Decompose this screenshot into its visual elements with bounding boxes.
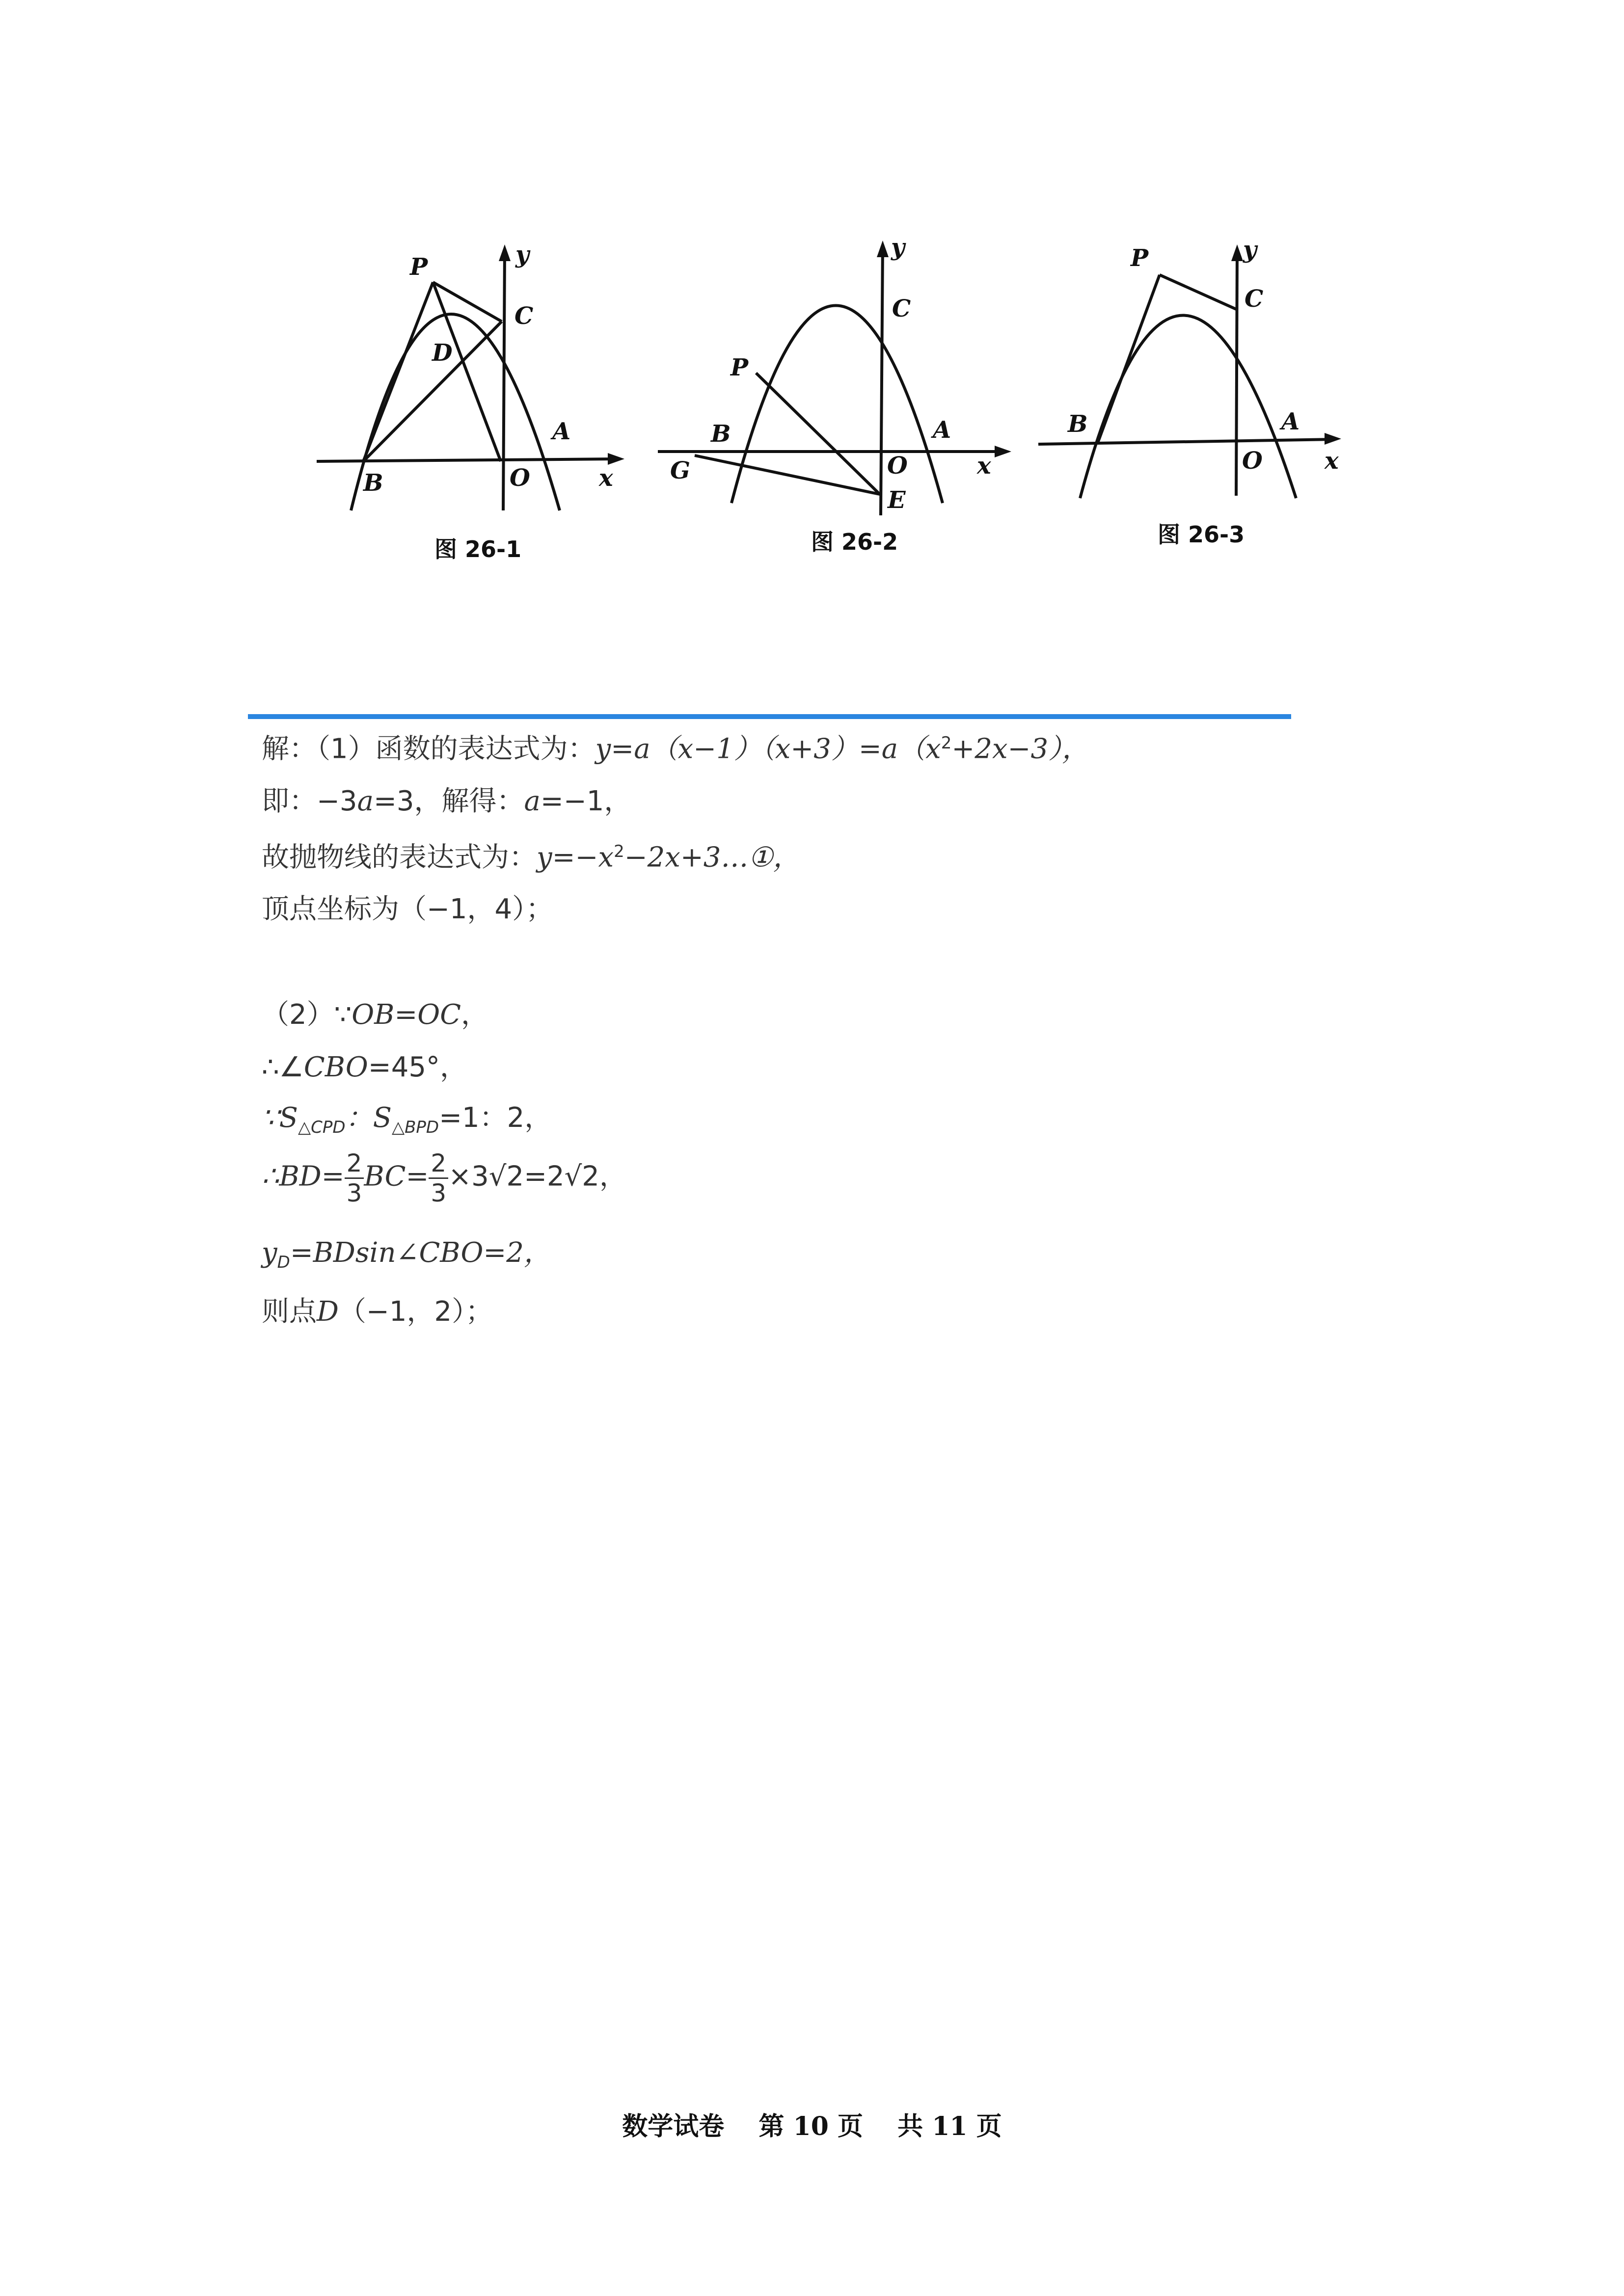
figure-caption: 图 26-2: [811, 529, 898, 555]
superscript: 2: [614, 842, 624, 861]
segment-po: [433, 282, 501, 461]
section-divider: [248, 714, 1291, 719]
segment-bp: [363, 282, 433, 461]
segment-ge: [695, 455, 880, 494]
formula: y=−x: [537, 841, 614, 874]
label-x: x: [1325, 447, 1339, 475]
x-arrow: [608, 453, 624, 465]
segment-pc: [1160, 275, 1236, 309]
text: 即：−3: [262, 785, 357, 817]
superscript: 2: [941, 733, 952, 753]
formula: BC=: [364, 1160, 429, 1193]
fraction: [345, 1151, 364, 1205]
figure-26-1: [304, 236, 628, 589]
label-p: P: [410, 253, 428, 281]
label-p: P: [731, 354, 749, 381]
text: =3，解得：: [373, 785, 524, 817]
label-o: O: [510, 464, 530, 492]
y-axis: [503, 250, 505, 510]
label-y: y: [1243, 236, 1257, 264]
label-c: C: [514, 302, 534, 330]
denominator: 3: [346, 1179, 362, 1207]
segment-bp: [1097, 275, 1160, 444]
solution-line-7: [262, 1104, 552, 1136]
text: =1：2，: [439, 1102, 552, 1134]
solution-line-9: [262, 1239, 551, 1271]
formula: ∴BD=: [262, 1160, 345, 1193]
segment-pe: [756, 373, 879, 493]
y-arrow: [877, 240, 889, 257]
formula: ∵S: [262, 1102, 298, 1134]
subscript: D: [277, 1253, 290, 1273]
label-y: y: [891, 234, 905, 261]
denominator: 3: [431, 1179, 447, 1207]
solution-line-10: [262, 1298, 493, 1326]
formula: −2x+3…①，: [624, 841, 801, 874]
label-c: C: [1245, 285, 1264, 313]
y-arrow: [499, 244, 511, 261]
label-d: D: [432, 339, 453, 367]
label-g: G: [670, 457, 690, 484]
x-arrow: [995, 446, 1011, 457]
y-axis: [881, 245, 883, 515]
variable: a: [524, 785, 541, 817]
fraction: [429, 1151, 448, 1205]
y-axis: [1236, 250, 1237, 496]
solution-line-5: [262, 1001, 488, 1029]
formula: CBO: [303, 1051, 368, 1083]
label-p: P: [1131, 244, 1149, 272]
figure-26-2: [653, 236, 1026, 579]
label-y: y: [515, 241, 529, 268]
label-b: B: [1068, 410, 1088, 438]
text: ，: [461, 999, 489, 1031]
label-a: A: [1281, 408, 1300, 435]
numerator: 2: [345, 1151, 364, 1179]
text: ×3√2=2√2，: [448, 1160, 627, 1193]
label-b: B: [711, 420, 731, 448]
label-c: C: [892, 295, 911, 322]
footer-page: 第 10 页: [758, 2111, 863, 2141]
formula: =BDsin∠CBO=2，: [290, 1237, 551, 1269]
solution-line-8: [262, 1151, 627, 1205]
text: 则点: [262, 1296, 317, 1328]
formula: ：S: [345, 1102, 392, 1134]
figure-26-3: [1031, 236, 1355, 569]
x-axis: [1038, 439, 1335, 444]
text: （2）∵: [262, 999, 352, 1031]
solution-line-2: [262, 785, 632, 817]
y-arrow: [1231, 244, 1243, 261]
label-a: A: [552, 418, 571, 445]
text: =45°，: [368, 1051, 467, 1083]
formula: OB=OC: [352, 999, 461, 1031]
formula: y: [262, 1237, 277, 1269]
text: ∴∠: [262, 1051, 304, 1083]
text: （−1，2）；: [338, 1296, 493, 1328]
solution-line-6: [262, 1051, 467, 1083]
footer-total: 共 11 页: [897, 2111, 1002, 2141]
footer-subject: 数学试卷: [622, 2111, 725, 2141]
text: =−1，: [540, 785, 632, 817]
figure-caption: 图 26-3: [1158, 521, 1245, 548]
label-b: B: [363, 469, 383, 497]
label-x: x: [599, 464, 613, 492]
subscript: △BPD: [391, 1118, 439, 1138]
variable: a: [357, 785, 374, 817]
subscript: △CPD: [298, 1118, 346, 1138]
solution-line-4: 顶点坐标为（−1，4）；: [262, 893, 554, 925]
solution-line-3: [262, 843, 801, 872]
label-o: O: [1242, 447, 1263, 475]
text: 故抛物线的表达式为：: [262, 841, 537, 874]
text: 解：（1）函数的表达式为：: [262, 733, 595, 765]
formula: +2x−3），: [951, 733, 1090, 765]
label-e: E: [888, 486, 906, 514]
solution-line-1: [262, 735, 1089, 763]
label-o: O: [887, 452, 908, 480]
parabola: [731, 306, 943, 504]
page-footer: [0, 2106, 1624, 2142]
formula: y=a（x−1）（x+3）=a（x: [595, 733, 941, 765]
label-a: A: [933, 416, 951, 444]
x-axis: [317, 459, 619, 461]
variable: D: [317, 1296, 339, 1328]
numerator: 2: [429, 1151, 448, 1179]
label-x: x: [977, 452, 991, 480]
figure-caption: 图 26-1: [434, 536, 522, 562]
x-arrow: [1325, 433, 1341, 445]
